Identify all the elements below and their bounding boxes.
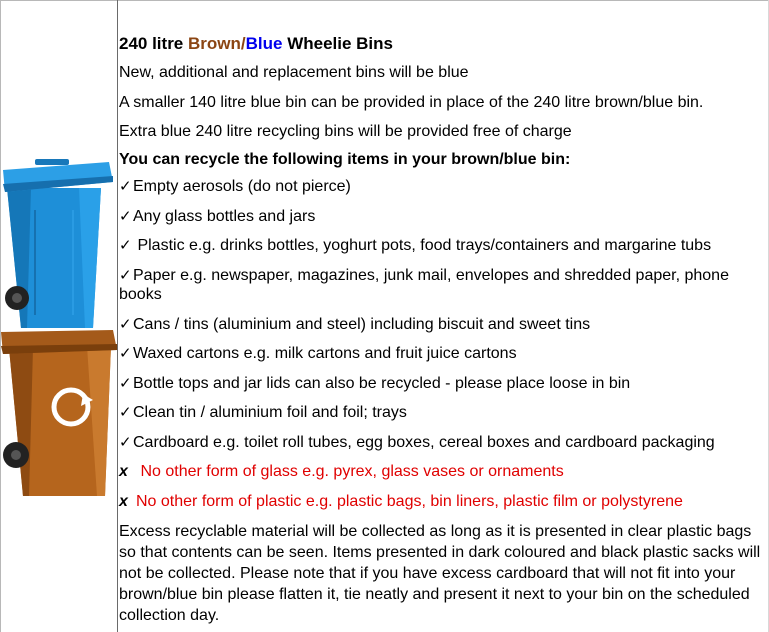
exclusion-text: No other form of plastic e.g. plastic bags, bin liners, plastic film or polystyrene	[136, 492, 683, 510]
list-item-text: Empty aerosols (do not pierce)	[133, 178, 351, 195]
bins-image-column	[1, 0, 117, 632]
list-item-text: Bottle tops and jar lids can also be recycled - please place loose in bin	[133, 374, 631, 392]
check-icon: ✓	[119, 207, 132, 225]
list-item-text: Cardboard e.g. toilet roll tubes, egg boxes, cereal boxes and cardboard packaging	[133, 433, 715, 451]
cross-icon: x	[119, 492, 128, 510]
title-suffix: Wheelie Bins	[282, 34, 393, 53]
bin-info-content	[119, 34, 765, 626]
check-icon: ✓	[119, 374, 132, 392]
check-icon: ✓	[119, 266, 132, 284]
cross-icon: x	[119, 463, 128, 480]
list-item	[119, 344, 765, 364]
check-icon: ✓	[119, 315, 132, 333]
list-item	[119, 433, 765, 453]
blue-bin-icon	[3, 159, 113, 328]
brown-bin-icon	[1, 330, 117, 496]
list-item	[119, 266, 765, 305]
list-item-text: Clean tin / aluminium foil and foil; trays	[133, 404, 407, 421]
list-item	[119, 236, 765, 256]
list-item-text: Cans / tins (aluminium and steel) including biscuit and sweet tins	[133, 315, 591, 333]
list-item	[119, 207, 765, 227]
list-item-text: Any glass bottles and jars	[133, 207, 316, 225]
check-icon: ✓	[119, 404, 132, 421]
list-item	[119, 403, 765, 423]
title-blue-word: Blue	[245, 34, 283, 53]
wheelie-bins-illustration	[1, 150, 117, 500]
list-item-text: Plastic e.g. drinks bottles, yoghurt pots, food trays/containers and margarine tubs	[133, 237, 712, 254]
check-icon: ✓	[119, 345, 132, 362]
title-brown-word: Brown	[188, 34, 241, 53]
page-title	[119, 34, 765, 54]
title-prefix: 240 litre	[119, 34, 188, 53]
recycle-heading: You can recycle the following items in your brown/blue bin:	[119, 150, 571, 168]
column-divider	[117, 0, 118, 632]
list-item-text: Waxed cartons e.g. milk cartons and fruit juice cartons	[133, 345, 517, 362]
exclusion-item-plastic	[119, 492, 765, 512]
intro-line-replacement: New, additional and replacement bins will be blue	[119, 64, 469, 81]
list-item-text: Paper e.g. newspaper, magazines, junk mail, envelopes and shredded paper, phone books	[119, 266, 729, 303]
list-item	[119, 315, 765, 335]
list-item	[119, 177, 765, 197]
intro-line-smaller-bin: A smaller 140 litre blue bin can be provided in place of the 240 litre brown/blue bin.	[119, 93, 704, 111]
exclusion-item-glass	[119, 462, 765, 482]
title-slash: /	[240, 34, 246, 53]
exclusion-text: No other form of glass e.g. pyrex, glass vases or ornaments	[136, 463, 564, 480]
check-icon: ✓	[119, 433, 132, 451]
check-icon: ✓	[119, 178, 132, 195]
check-icon: ✓	[119, 237, 132, 254]
intro-line-extra-bins: Extra blue 240 litre recycling bins will be provided free of charge	[119, 123, 572, 140]
list-item	[119, 374, 765, 394]
excess-material-paragraph: Excess recyclable material will be collected as long as it is presented in clear plastic bags so that contents can be seen. Items presented in dark coloured and black plastic sacks will not be collected. Please note that if you have excess cardboard that will not fit into your brown/blue bin please flatten it, tie neatly and present it next to your bin on the scheduled collection day.	[119, 523, 761, 624]
